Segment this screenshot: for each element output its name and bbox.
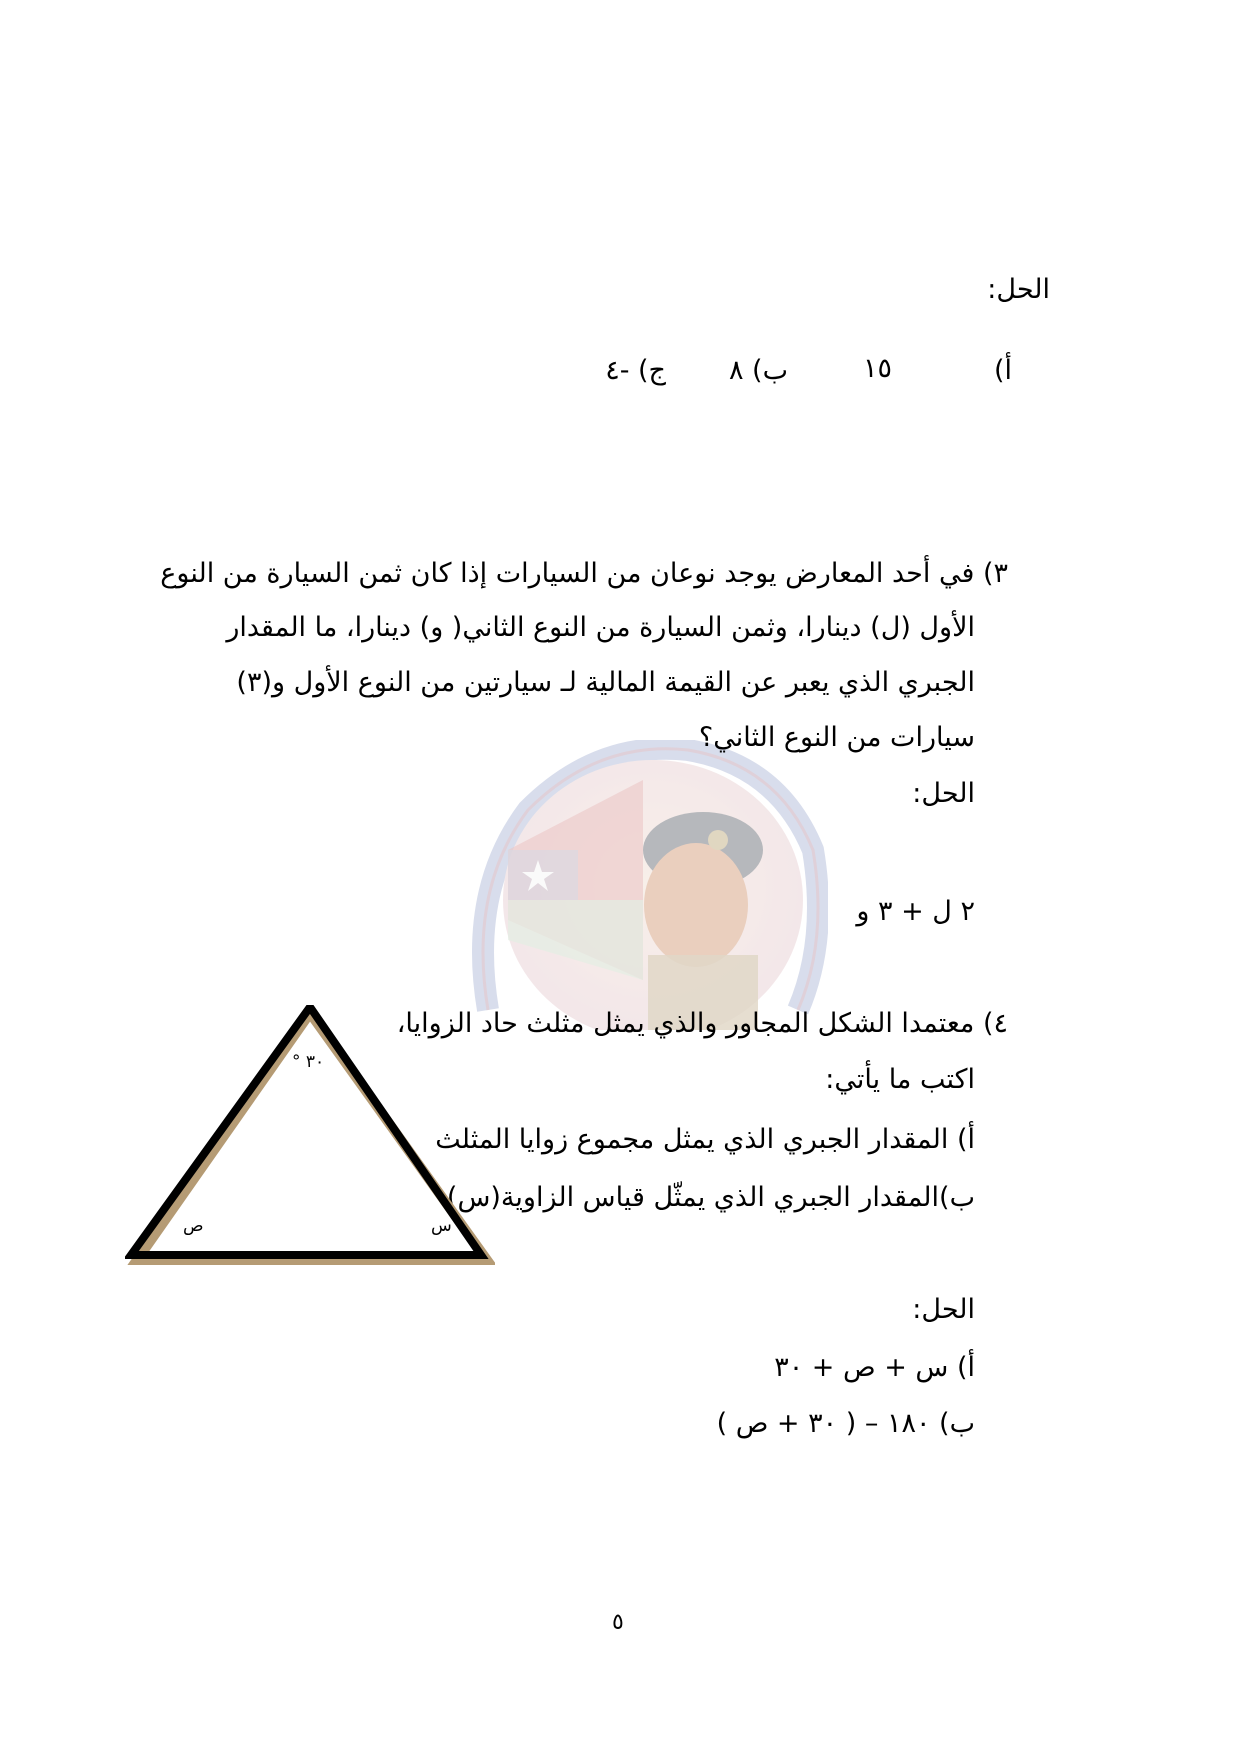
answer-a-label: أ): [993, 355, 1012, 386]
answer-b: ب) ٨: [728, 355, 788, 386]
q4-part-a: أ) المقدار الجبري الذي يمثل مجموع زوايا المثلث: [435, 1124, 975, 1155]
page-number: ٥: [612, 1610, 624, 1635]
triangle-figure: [125, 1005, 495, 1285]
q3-line-2: الأول (ل) دينارا، وثمن السيارة من النوع الثاني( و) دينارا، ما المقدار: [226, 612, 975, 643]
answer-c: ج) -٤: [605, 355, 666, 386]
q3-line-3: الجبري الذي يعبر عن القيمة المالية لـ سيارتين من النوع الأول و(٣): [236, 667, 975, 698]
q4-part-b: ب)المقدار الجبري الذي يمثّل قياس الزاوية(س): [446, 1182, 975, 1213]
q4-solution-a: أ) س + ص + ٣٠: [774, 1352, 975, 1383]
q3-line-4: سيارات من النوع الثاني؟: [698, 722, 975, 753]
q4-solution-heading: الحل:: [912, 1294, 975, 1325]
q4-line-2: اكتب ما يأتي:: [825, 1064, 975, 1095]
solution-heading: الحل:: [987, 274, 1050, 305]
q3-line-1: ٣) في أحد المعارض يوجد نوعان من السيارات إذا كان ثمن السيارة من النوع: [160, 558, 1008, 589]
q3-solution: ٢ ل + ٣ و: [856, 896, 975, 927]
triangle-top-angle-label: ٣٠ °: [292, 1052, 325, 1072]
answer-a-value: ١٥: [862, 353, 892, 384]
q3-solution-heading: الحل:: [912, 778, 975, 809]
q4-solution-b: ب) ١٨٠ – ( ٣٠ + ص ): [716, 1408, 975, 1439]
triangle-right-angle-label: س: [431, 1216, 452, 1236]
watermark-seal: [468, 740, 828, 1030]
triangle-left-angle-label: ص: [183, 1216, 204, 1236]
q4-line-1: ٤) معتمدا الشكل المجاور والذي يمثل مثلث حاد الزوايا،: [396, 1008, 1008, 1039]
